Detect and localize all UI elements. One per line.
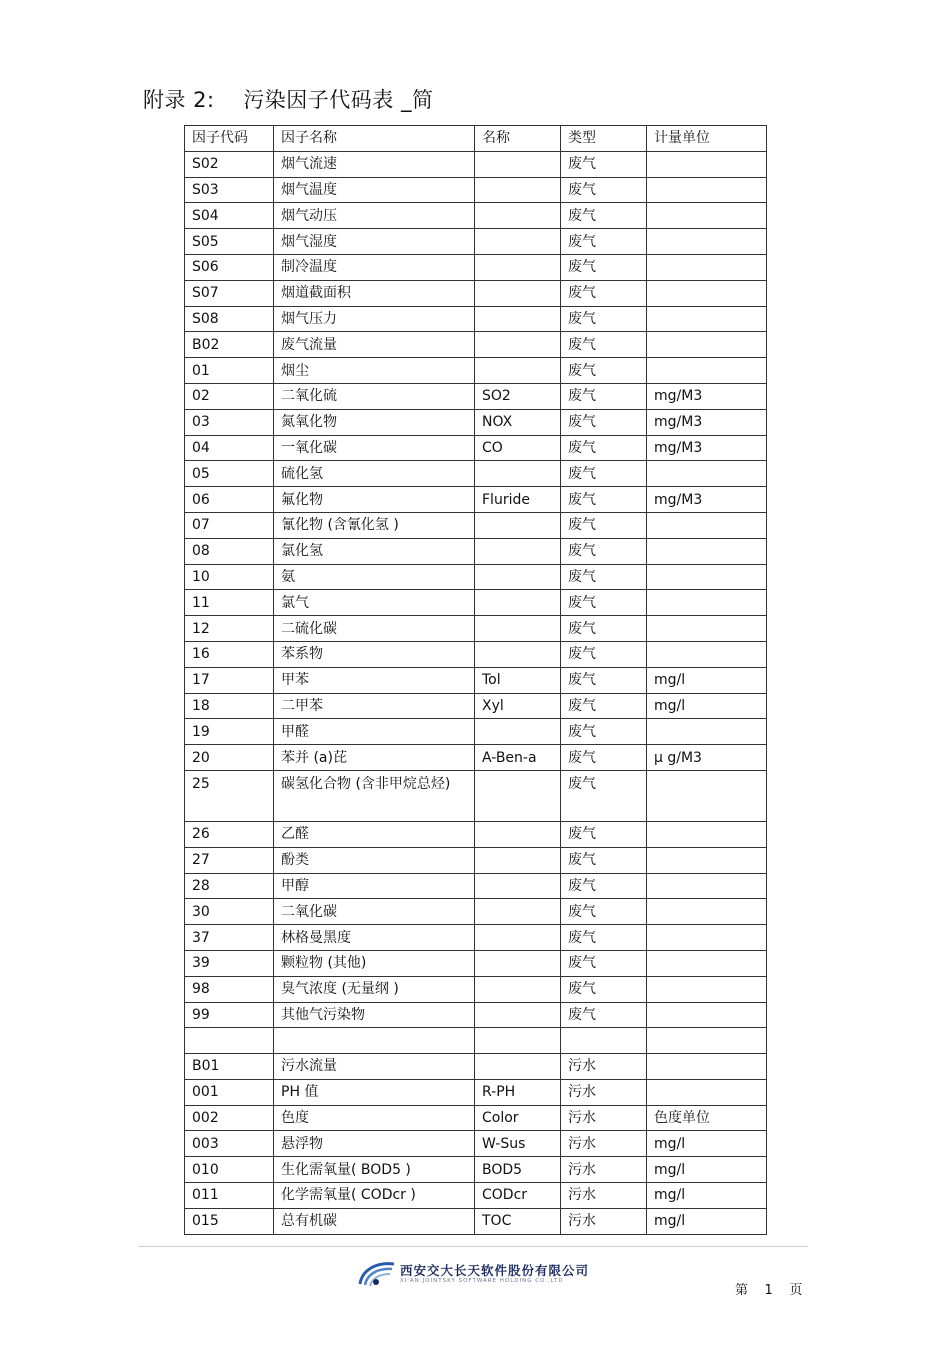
cell-unit xyxy=(647,899,767,925)
cell-unit xyxy=(647,641,767,667)
cell-factor-code: 003 xyxy=(185,1131,274,1157)
cell-unit xyxy=(647,873,767,899)
cell-unit xyxy=(647,203,767,229)
cell-type: 废气 xyxy=(561,538,647,564)
cell-name: Fluride xyxy=(475,487,561,513)
cell-type: 污水 xyxy=(561,1079,647,1105)
cell-factor-code: 11 xyxy=(185,590,274,616)
cell-name: Xyl xyxy=(475,693,561,719)
cell-factor-name: 氮氧化物 xyxy=(274,409,475,435)
cell-factor-code: 20 xyxy=(185,745,274,771)
table-row xyxy=(185,1131,767,1157)
table-row xyxy=(185,280,767,306)
table-row xyxy=(185,770,767,821)
cell-name: R-PH xyxy=(475,1079,561,1105)
cell-type: 废气 xyxy=(561,745,647,771)
cell-factor-name xyxy=(274,1028,475,1054)
cell-unit: mg/l xyxy=(647,1208,767,1234)
cell-name: W-Sus xyxy=(475,1131,561,1157)
cell-type: 污水 xyxy=(561,1157,647,1183)
cell-name: CO xyxy=(475,435,561,461)
cell-factor-code: 01 xyxy=(185,358,274,384)
cell-type: 废气 xyxy=(561,229,647,255)
cell-name xyxy=(475,461,561,487)
cell-factor-name: 氰化物 (含氰化氢 ) xyxy=(274,512,475,538)
table-row xyxy=(185,487,767,513)
cell-type: 废气 xyxy=(561,332,647,358)
cell-type: 污水 xyxy=(561,1208,647,1234)
pollution-factor-table xyxy=(184,125,767,1235)
cell-type: 废气 xyxy=(561,719,647,745)
cell-factor-name: 氯化氢 xyxy=(274,538,475,564)
cell-factor-code: S08 xyxy=(185,306,274,332)
cell-name xyxy=(475,925,561,951)
cell-factor-code: 010 xyxy=(185,1157,274,1183)
table-header xyxy=(185,126,767,152)
table-row xyxy=(185,590,767,616)
cell-factor-code: 26 xyxy=(185,821,274,847)
cell-type: 废气 xyxy=(561,1002,647,1028)
cell-name xyxy=(475,847,561,873)
header-factor-name: 因子名称 xyxy=(274,126,475,152)
cell-unit xyxy=(647,847,767,873)
header-unit: 计量单位 xyxy=(647,126,767,152)
cell-factor-name: 制冷温度 xyxy=(274,254,475,280)
cell-unit xyxy=(647,590,767,616)
cell-factor-code: 03 xyxy=(185,409,274,435)
cell-factor-name: 一氧化碳 xyxy=(274,435,475,461)
cell-factor-name: 乙醛 xyxy=(274,821,475,847)
cell-name xyxy=(475,254,561,280)
cell-factor-name: 其他气污染物 xyxy=(274,1002,475,1028)
cell-unit: mg/l xyxy=(647,1157,767,1183)
table-row xyxy=(185,512,767,538)
cell-type: 废气 xyxy=(561,821,647,847)
table-row xyxy=(185,1157,767,1183)
cell-factor-code: S07 xyxy=(185,280,274,306)
cell-name xyxy=(475,358,561,384)
cell-factor-name: 林格曼黑度 xyxy=(274,925,475,951)
cell-name xyxy=(475,229,561,255)
cell-unit xyxy=(647,925,767,951)
table-row xyxy=(185,616,767,642)
table-row xyxy=(185,177,767,203)
cell-factor-name: 二甲苯 xyxy=(274,693,475,719)
cell-name xyxy=(475,203,561,229)
cell-factor-name: PH 值 xyxy=(274,1079,475,1105)
page-title: 附录 2: 污染因子代码表 _简 xyxy=(143,88,434,112)
table-row xyxy=(185,1054,767,1080)
cell-unit xyxy=(647,950,767,976)
cell-factor-name: 化学需氧量( CODcr ) xyxy=(274,1183,475,1209)
cell-name xyxy=(475,590,561,616)
cell-type: 废气 xyxy=(561,461,647,487)
cell-type: 废气 xyxy=(561,976,647,1002)
table-row xyxy=(185,461,767,487)
table-header-row xyxy=(185,126,767,152)
cell-factor-name: 碳氢化合物 (含非甲烷总烃) xyxy=(274,770,475,821)
cell-name xyxy=(475,821,561,847)
cell-type: 废气 xyxy=(561,487,647,513)
cell-factor-name: 苯系物 xyxy=(274,641,475,667)
cell-unit xyxy=(647,1079,767,1105)
cell-type: 废气 xyxy=(561,435,647,461)
cell-unit: mg/M3 xyxy=(647,409,767,435)
table-row xyxy=(185,899,767,925)
cell-unit: μ g/M3 xyxy=(647,745,767,771)
cell-factor-code: 011 xyxy=(185,1183,274,1209)
cell-type: 废气 xyxy=(561,254,647,280)
header-type: 类型 xyxy=(561,126,647,152)
page-number: 第 1 页 xyxy=(735,1283,803,1298)
cell-unit xyxy=(647,306,767,332)
table-row xyxy=(185,332,767,358)
company-logo-icon xyxy=(356,1258,398,1290)
cell-name: Color xyxy=(475,1105,561,1131)
footer-divider xyxy=(138,1246,808,1247)
table-row xyxy=(185,306,767,332)
table-row xyxy=(185,358,767,384)
table-row xyxy=(185,1002,767,1028)
cell-name xyxy=(475,1002,561,1028)
cell-type: 废气 xyxy=(561,667,647,693)
cell-factor-code: S02 xyxy=(185,151,274,177)
table-row xyxy=(185,564,767,590)
cell-unit xyxy=(647,616,767,642)
cell-name: Tol xyxy=(475,667,561,693)
table-row xyxy=(185,873,767,899)
cell-unit xyxy=(647,1002,767,1028)
cell-factor-code: 27 xyxy=(185,847,274,873)
company-logo xyxy=(356,1258,592,1290)
cell-type: 废气 xyxy=(561,409,647,435)
cell-factor-name: 烟尘 xyxy=(274,358,475,384)
cell-unit xyxy=(647,280,767,306)
cell-name xyxy=(475,899,561,925)
cell-factor-name: 甲醇 xyxy=(274,873,475,899)
cell-type: 废气 xyxy=(561,590,647,616)
cell-factor-code: 25 xyxy=(185,770,274,821)
cell-factor-code: S05 xyxy=(185,229,274,255)
cell-unit xyxy=(647,976,767,1002)
table-row xyxy=(185,641,767,667)
cell-type xyxy=(561,1028,647,1054)
cell-unit xyxy=(647,229,767,255)
cell-type: 废气 xyxy=(561,203,647,229)
logo-company-name: 西安交大长天软件股份有限公司 xyxy=(400,1263,590,1278)
cell-unit xyxy=(647,512,767,538)
cell-unit xyxy=(647,719,767,745)
cell-name xyxy=(475,151,561,177)
table-row xyxy=(185,409,767,435)
cell-factor-name: 二氧化碳 xyxy=(274,899,475,925)
cell-factor-name: 硫化氢 xyxy=(274,461,475,487)
cell-factor-name: 甲苯 xyxy=(274,667,475,693)
cell-factor-name: 污水流量 xyxy=(274,1054,475,1080)
cell-name xyxy=(475,770,561,821)
cell-name xyxy=(475,332,561,358)
cell-factor-code: 07 xyxy=(185,512,274,538)
table-row xyxy=(185,719,767,745)
cell-factor-name: 烟气动压 xyxy=(274,203,475,229)
cell-factor-name: 氟化物 xyxy=(274,487,475,513)
cell-type: 污水 xyxy=(561,1105,647,1131)
cell-unit: mg/M3 xyxy=(647,383,767,409)
cell-name xyxy=(475,280,561,306)
cell-factor-code: 18 xyxy=(185,693,274,719)
cell-factor-code: 17 xyxy=(185,667,274,693)
logo-company-name-en: XI'AN JOINTSKY SOFTWARE HOLDING CO.,LTD xyxy=(400,1278,564,1284)
cell-type: 废气 xyxy=(561,306,647,332)
cell-factor-code: 99 xyxy=(185,1002,274,1028)
table-separator-row xyxy=(185,1028,767,1054)
cell-unit: mg/l xyxy=(647,693,767,719)
cell-name: A-Ben-a xyxy=(475,745,561,771)
table-row xyxy=(185,1208,767,1234)
cell-factor-code: 002 xyxy=(185,1105,274,1131)
table-row xyxy=(185,745,767,771)
cell-name: TOC xyxy=(475,1208,561,1234)
cell-factor-code: 39 xyxy=(185,950,274,976)
cell-type: 废气 xyxy=(561,899,647,925)
cell-factor-code xyxy=(185,1028,274,1054)
cell-factor-code: 19 xyxy=(185,719,274,745)
cell-unit xyxy=(647,332,767,358)
cell-factor-code: 015 xyxy=(185,1208,274,1234)
cell-factor-name: 二氧化硫 xyxy=(274,383,475,409)
cell-factor-code: S04 xyxy=(185,203,274,229)
table-row xyxy=(185,821,767,847)
cell-factor-code: 08 xyxy=(185,538,274,564)
cell-factor-name: 甲醛 xyxy=(274,719,475,745)
cell-name xyxy=(475,564,561,590)
cell-factor-code: S03 xyxy=(185,177,274,203)
cell-factor-name: 颗粒物 (其他) xyxy=(274,950,475,976)
cell-type: 废气 xyxy=(561,358,647,384)
cell-unit xyxy=(647,821,767,847)
table-body xyxy=(185,151,767,1234)
cell-type: 废气 xyxy=(561,950,647,976)
cell-type: 废气 xyxy=(561,641,647,667)
cell-type: 废气 xyxy=(561,873,647,899)
cell-type: 废气 xyxy=(561,616,647,642)
table-row xyxy=(185,667,767,693)
cell-unit xyxy=(647,151,767,177)
cell-unit: mg/l xyxy=(647,1183,767,1209)
cell-factor-code: 12 xyxy=(185,616,274,642)
cell-type: 污水 xyxy=(561,1131,647,1157)
cell-factor-code: 98 xyxy=(185,976,274,1002)
cell-factor-name: 烟道截面积 xyxy=(274,280,475,306)
cell-unit xyxy=(647,358,767,384)
table-row xyxy=(185,203,767,229)
cell-factor-code: B01 xyxy=(185,1054,274,1080)
cell-factor-name: 酚类 xyxy=(274,847,475,873)
table-row xyxy=(185,538,767,564)
header-factor-code: 因子代码 xyxy=(185,126,274,152)
cell-name xyxy=(475,641,561,667)
cell-factor-code: 30 xyxy=(185,899,274,925)
cell-unit: mg/l xyxy=(647,667,767,693)
cell-factor-code: 37 xyxy=(185,925,274,951)
cell-type: 废气 xyxy=(561,847,647,873)
cell-name xyxy=(475,719,561,745)
cell-type: 污水 xyxy=(561,1054,647,1080)
cell-factor-code: 001 xyxy=(185,1079,274,1105)
table-row xyxy=(185,1105,767,1131)
cell-type: 废气 xyxy=(561,925,647,951)
table-row xyxy=(185,1183,767,1209)
cell-unit: mg/l xyxy=(647,1131,767,1157)
cell-name: NOX xyxy=(475,409,561,435)
cell-unit xyxy=(647,564,767,590)
cell-factor-name: 烟气流速 xyxy=(274,151,475,177)
cell-factor-code: 05 xyxy=(185,461,274,487)
cell-factor-code: 28 xyxy=(185,873,274,899)
cell-unit xyxy=(647,770,767,821)
cell-factor-name: 二硫化碳 xyxy=(274,616,475,642)
table-row xyxy=(185,1079,767,1105)
cell-type: 废气 xyxy=(561,770,647,821)
cell-factor-name: 废气流量 xyxy=(274,332,475,358)
cell-name xyxy=(475,306,561,332)
cell-type: 废气 xyxy=(561,151,647,177)
cell-factor-name: 苯并 (a)芘 xyxy=(274,745,475,771)
cell-unit: 色度单位 xyxy=(647,1105,767,1131)
cell-factor-name: 氯气 xyxy=(274,590,475,616)
cell-factor-code: 16 xyxy=(185,641,274,667)
table-row xyxy=(185,383,767,409)
cell-name xyxy=(475,512,561,538)
cell-type: 废气 xyxy=(561,693,647,719)
table-row xyxy=(185,254,767,280)
cell-type: 污水 xyxy=(561,1183,647,1209)
cell-name: CODcr xyxy=(475,1183,561,1209)
cell-unit xyxy=(647,461,767,487)
cell-type: 废气 xyxy=(561,280,647,306)
cell-type: 废气 xyxy=(561,177,647,203)
header-name: 名称 xyxy=(475,126,561,152)
cell-factor-name: 烟气湿度 xyxy=(274,229,475,255)
cell-factor-name: 总有机碳 xyxy=(274,1208,475,1234)
cell-factor-name: 烟气压力 xyxy=(274,306,475,332)
table-row xyxy=(185,435,767,461)
table-row xyxy=(185,847,767,873)
cell-unit xyxy=(647,177,767,203)
table-row xyxy=(185,976,767,1002)
cell-unit xyxy=(647,1028,767,1054)
cell-name xyxy=(475,1054,561,1080)
cell-factor-code: B02 xyxy=(185,332,274,358)
cell-unit: mg/M3 xyxy=(647,435,767,461)
cell-factor-name: 臭气浓度 (无量纲 ) xyxy=(274,976,475,1002)
cell-type: 废气 xyxy=(561,512,647,538)
cell-name: SO2 xyxy=(475,383,561,409)
cell-factor-code: 06 xyxy=(185,487,274,513)
cell-factor-name: 生化需氧量( BOD5 ) xyxy=(274,1157,475,1183)
cell-factor-name: 色度 xyxy=(274,1105,475,1131)
cell-name xyxy=(475,976,561,1002)
cell-factor-name: 烟气温度 xyxy=(274,177,475,203)
cell-unit xyxy=(647,254,767,280)
cell-name xyxy=(475,1028,561,1054)
cell-type: 废气 xyxy=(561,383,647,409)
cell-unit xyxy=(647,1054,767,1080)
table-row xyxy=(185,151,767,177)
cell-name xyxy=(475,950,561,976)
table-row xyxy=(185,693,767,719)
cell-name: BOD5 xyxy=(475,1157,561,1183)
cell-name xyxy=(475,538,561,564)
cell-factor-name: 悬浮物 xyxy=(274,1131,475,1157)
cell-factor-name: 氨 xyxy=(274,564,475,590)
cell-name xyxy=(475,616,561,642)
table-row xyxy=(185,925,767,951)
cell-factor-code: 02 xyxy=(185,383,274,409)
table-row xyxy=(185,229,767,255)
cell-factor-code: 04 xyxy=(185,435,274,461)
cell-name xyxy=(475,177,561,203)
cell-unit xyxy=(647,538,767,564)
cell-unit: mg/M3 xyxy=(647,487,767,513)
cell-name xyxy=(475,873,561,899)
cell-type: 废气 xyxy=(561,564,647,590)
cell-factor-code: 10 xyxy=(185,564,274,590)
cell-factor-code: S06 xyxy=(185,254,274,280)
table-row xyxy=(185,950,767,976)
